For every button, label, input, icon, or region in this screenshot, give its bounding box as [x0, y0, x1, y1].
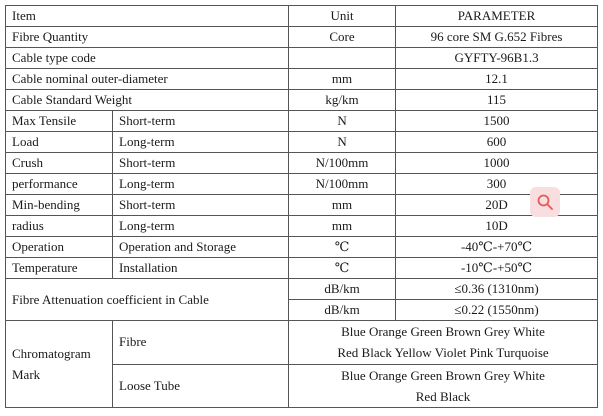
sub-label: Operation and Storage	[113, 237, 289, 258]
table-row	[6, 27, 598, 48]
attenuation-label: Fibre Attenuation coefficient in Cable	[6, 279, 289, 321]
fibre-colors-line1: Blue Orange Green Brown Grey White	[341, 324, 545, 340]
search-icon	[536, 193, 554, 211]
table-row	[6, 237, 598, 258]
row-value: 1500	[396, 111, 598, 132]
group-label-line2: Load	[6, 132, 113, 153]
row-unit: N/100mm	[289, 153, 396, 174]
table-row	[6, 321, 598, 365]
chromatogram-label-line2: Mark	[12, 367, 41, 382]
row-value: -40℃-+70℃	[396, 237, 598, 258]
tube-colors	[289, 364, 598, 408]
fibre-colors-line2: Red Black Yellow Violet Pink Turquoise	[337, 345, 549, 361]
tube-colors-line1: Blue Orange Green Brown Grey White	[341, 367, 545, 383]
sub-label: Installation	[113, 258, 289, 279]
table-row	[6, 258, 598, 279]
group-label-line1: Crush	[6, 153, 113, 174]
row-unit: ℃	[289, 237, 396, 258]
row-unit: ℃	[289, 258, 396, 279]
group-label-line2: performance	[6, 174, 113, 195]
row-value: 20D	[396, 195, 598, 216]
table-row	[6, 153, 598, 174]
group-label-line1: Max Tensile	[6, 111, 113, 132]
row-unit: N	[289, 111, 396, 132]
row-value: 10D	[396, 216, 598, 237]
loose-tube-label: Loose Tube	[113, 364, 289, 408]
table-row	[6, 174, 598, 195]
fibre-label: Fibre	[113, 321, 289, 365]
tube-colors-line2: Red Black	[415, 388, 471, 404]
row-unit: mm	[289, 69, 396, 90]
table-row	[6, 279, 598, 300]
row-unit: mm	[289, 195, 396, 216]
row-unit: N	[289, 132, 396, 153]
row-value: 12.1	[396, 69, 598, 90]
row-value: 300	[396, 174, 598, 195]
row-label: Cable nominal outer-diameter	[6, 69, 289, 90]
row-value: ≤0.36 (1310nm)	[396, 279, 598, 300]
group-label-line1: Operation	[6, 237, 113, 258]
row-value: -10℃-+50℃	[396, 258, 598, 279]
sub-label: Long-term	[113, 216, 289, 237]
sub-label: Short-term	[113, 111, 289, 132]
cable-spec-table	[5, 5, 598, 408]
row-unit: dB/km	[289, 300, 396, 321]
header-row	[6, 6, 598, 27]
sub-label: Long-term	[113, 132, 289, 153]
row-unit: dB/km	[289, 279, 396, 300]
row-value: 1000	[396, 153, 598, 174]
row-label: Cable Standard Weight	[6, 90, 289, 111]
row-value: 600	[396, 132, 598, 153]
table-row	[6, 90, 598, 111]
chromatogram-label-line1: Chromatogram	[12, 346, 91, 361]
table-row	[6, 216, 598, 237]
table-row	[6, 48, 598, 69]
sub-label: Long-term	[113, 174, 289, 195]
row-value: 96 core SM G.652 Fibres	[396, 27, 598, 48]
row-label: Fibre Quantity	[6, 27, 289, 48]
row-unit	[289, 48, 396, 69]
chromatogram-label	[6, 321, 113, 408]
search-button[interactable]	[530, 187, 560, 217]
group-label-line2: radius	[6, 216, 113, 237]
row-unit: Core	[289, 27, 396, 48]
table-row	[6, 69, 598, 90]
row-value: ≤0.22 (1550nm)	[396, 300, 598, 321]
sub-label: Short-term	[113, 153, 289, 174]
table-row	[6, 195, 598, 216]
group-label-line2: Temperature	[6, 258, 113, 279]
group-label-line1: Min-bending	[6, 195, 113, 216]
header-item: Item	[6, 6, 289, 27]
sub-label: Short-term	[113, 195, 289, 216]
table-row	[6, 111, 598, 132]
row-unit: mm	[289, 216, 396, 237]
row-unit: kg/km	[289, 90, 396, 111]
table-row	[6, 132, 598, 153]
row-label: Cable type code	[6, 48, 289, 69]
header-parameter: PARAMETER	[396, 6, 598, 27]
fibre-colors	[289, 321, 598, 365]
row-value: 115	[396, 90, 598, 111]
row-unit: N/100mm	[289, 174, 396, 195]
header-unit: Unit	[289, 6, 396, 27]
row-value: GYFTY-96B1.3	[396, 48, 598, 69]
